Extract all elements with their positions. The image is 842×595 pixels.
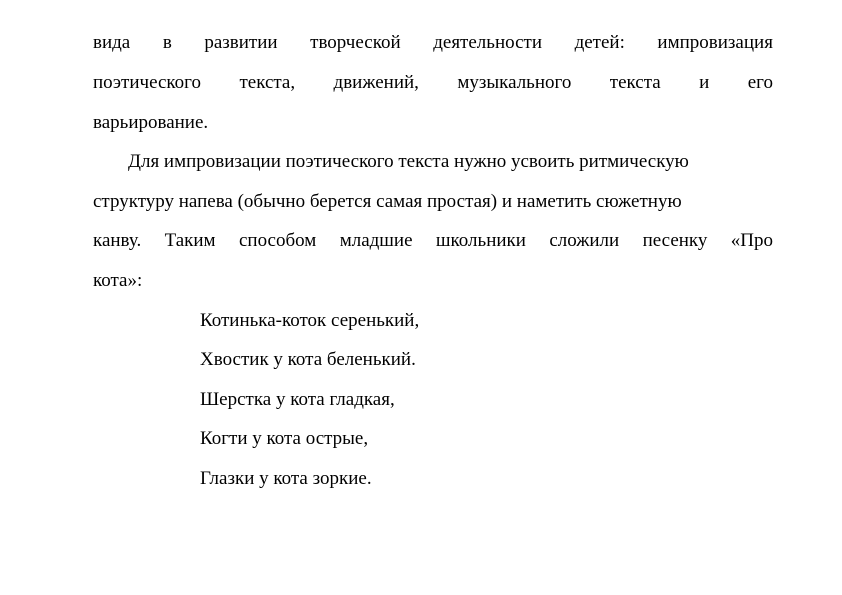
word: и bbox=[699, 72, 710, 93]
word: текста bbox=[609, 72, 661, 93]
word: в bbox=[162, 32, 172, 53]
word: младшие bbox=[339, 230, 413, 251]
verse-line-5: Глазки у кота зоркие. bbox=[200, 468, 372, 489]
paragraph-1-line-2 bbox=[93, 71, 773, 95]
verse-line-3: Шерстка у кота гладкая, bbox=[200, 389, 395, 410]
paragraph-1-line-3: варьирование. bbox=[93, 112, 209, 133]
word: «Про bbox=[730, 230, 773, 251]
word: школьники bbox=[435, 230, 526, 251]
word: движений, bbox=[333, 72, 419, 93]
word: сложили bbox=[549, 230, 620, 251]
word: текста, bbox=[239, 72, 296, 93]
paragraph-2-line-3 bbox=[93, 229, 773, 253]
word: развитии bbox=[204, 32, 278, 53]
word: импровизация bbox=[657, 32, 773, 53]
verse-line-4: Когти у кота острые, bbox=[200, 428, 369, 449]
word: канву. bbox=[93, 230, 142, 251]
word: деятельности bbox=[433, 32, 542, 53]
word: музыкального bbox=[457, 72, 572, 93]
word: вида bbox=[93, 32, 131, 53]
verse-line-2: Хвостик у кота беленький. bbox=[200, 349, 416, 370]
word: его bbox=[747, 72, 773, 93]
word: способом bbox=[238, 230, 317, 251]
word: творческой bbox=[310, 32, 401, 53]
word: детей: bbox=[574, 32, 625, 53]
word: поэтического bbox=[93, 72, 202, 93]
paragraph-1-line-1 bbox=[93, 31, 773, 55]
word: песенку bbox=[642, 230, 708, 251]
paragraph-2-line-4: кота»: bbox=[93, 270, 143, 291]
word: Таким bbox=[164, 230, 216, 251]
paragraph-2-line-2: структуру напева (обычно берется самая простая) и наметить сюжетную bbox=[93, 191, 682, 212]
verse-line-1: Котинька-коток серенький, bbox=[200, 310, 420, 331]
paragraph-2-line-1: Для импровизации поэтического текста нужно усвоить ритмическую bbox=[128, 151, 689, 172]
